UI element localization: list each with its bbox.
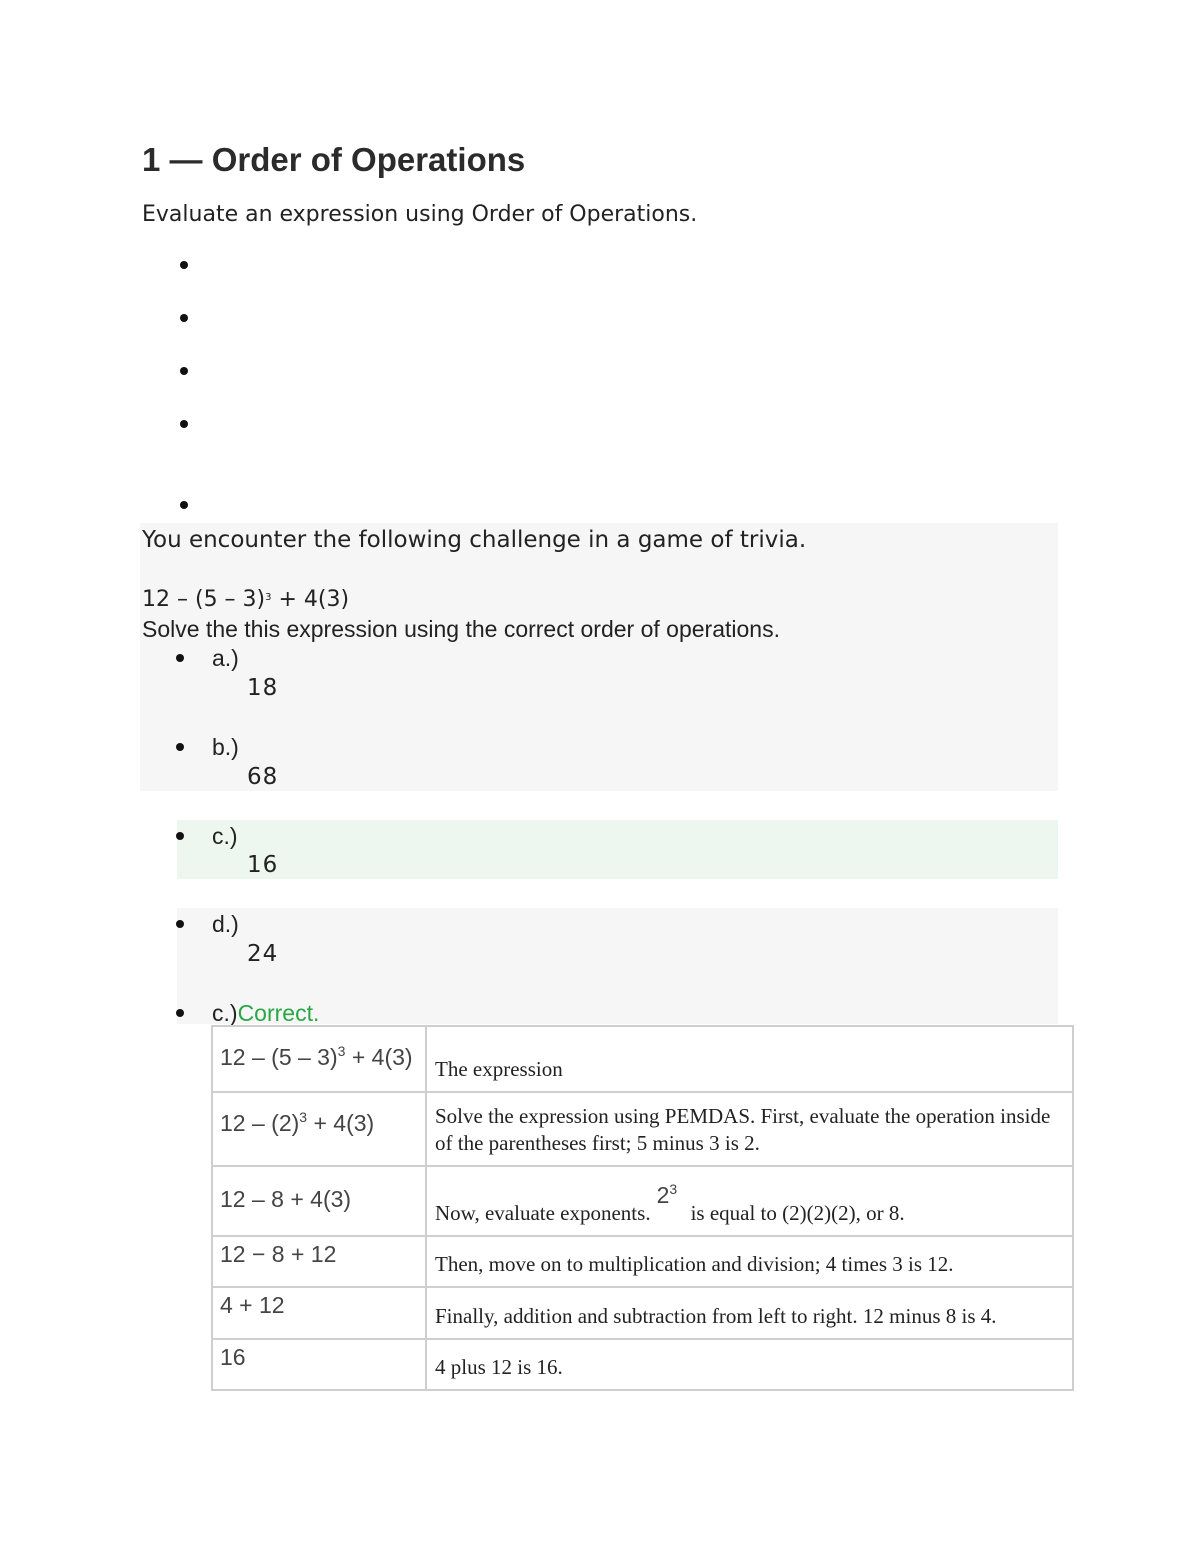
option-b-bullet — [176, 743, 184, 751]
solution-row-3 — [212, 1166, 1073, 1236]
question-prompt: Solve the this expression using the correct order of operations. — [142, 616, 780, 642]
solution-desc-4: Then, move on to multiplication and division; 4 times 3 is 12. — [426, 1236, 1073, 1287]
option-d-bullet — [176, 920, 184, 928]
option-c-value[interactable]: 16 — [247, 852, 279, 878]
option-a-letter[interactable]: a.) — [212, 645, 239, 671]
solution-desc-1: The expression — [426, 1026, 1073, 1092]
solution-math-1: 12 – (5 – 3)$^3$ + 4(3) — [212, 1026, 426, 1092]
option-b-letter[interactable]: b.) — [212, 734, 239, 760]
option-c-letter[interactable]: c.) — [212, 823, 238, 849]
solution-desc-5: Finally, addition and subtraction from left to right. 12 minus 8 is 4. — [426, 1287, 1073, 1339]
solution-math-3: 12 – 8 + 4(3) — [212, 1166, 426, 1236]
solution-row-4 — [212, 1236, 1073, 1287]
solution-math-4: 12 − 8 + 12 — [212, 1236, 426, 1287]
question-expression: 12 – (5 – 3)$^3$ + 4(3) — [142, 587, 350, 612]
option-c-bg — [177, 820, 1058, 879]
solution-row-6 — [212, 1339, 1073, 1390]
solution-desc-3: Now, evaluate exponents. $2^3$ is equal to (2)(2)(2), or 8. — [426, 1166, 1073, 1236]
solution-desc-6: 4 plus 12 is 16. — [426, 1339, 1073, 1390]
option-b-value[interactable]: 68 — [247, 764, 279, 790]
option-d-value[interactable]: 24 — [247, 941, 279, 967]
page-title: 1 — Order of Operations — [142, 141, 526, 178]
empty-bullet-3 — [180, 367, 188, 375]
page-subtitle: Evaluate an expression using Order of Operations. — [142, 202, 698, 227]
solution-table — [211, 1025, 1074, 1391]
solution-row-2 — [212, 1092, 1073, 1166]
option-c-bullet — [176, 832, 184, 840]
answer-bullet — [176, 1009, 184, 1017]
empty-bullet-1 — [180, 261, 188, 269]
question-intro: You encounter the following challenge in a game of trivia. — [142, 527, 807, 553]
solution-math-2: $12 - (2)^3 + 4(3)$ — [212, 1092, 426, 1166]
answer-line — [212, 999, 319, 1027]
empty-bullet-5 — [180, 501, 188, 509]
answer-letter: c.) — [212, 1000, 238, 1026]
empty-bullet-4 — [180, 420, 188, 428]
answer-feedback: Correct. — [237, 1000, 320, 1026]
option-a-value[interactable]: 18 — [247, 675, 279, 701]
solution-math-6: 16 — [212, 1339, 426, 1390]
solution-math-5: 4 + 12 — [212, 1287, 426, 1339]
solution-row-5 — [212, 1287, 1073, 1339]
empty-bullet-2 — [180, 314, 188, 322]
solution-desc-2: Solve the expression using PEMDAS. First, evaluate the operation inside of the parentheses first; 5 minus 3 is 2. — [426, 1092, 1073, 1166]
question-box — [140, 523, 1058, 791]
option-d-letter[interactable]: d.) — [212, 911, 239, 937]
solution-row-1 — [212, 1026, 1073, 1092]
option-a-bullet — [176, 654, 184, 662]
